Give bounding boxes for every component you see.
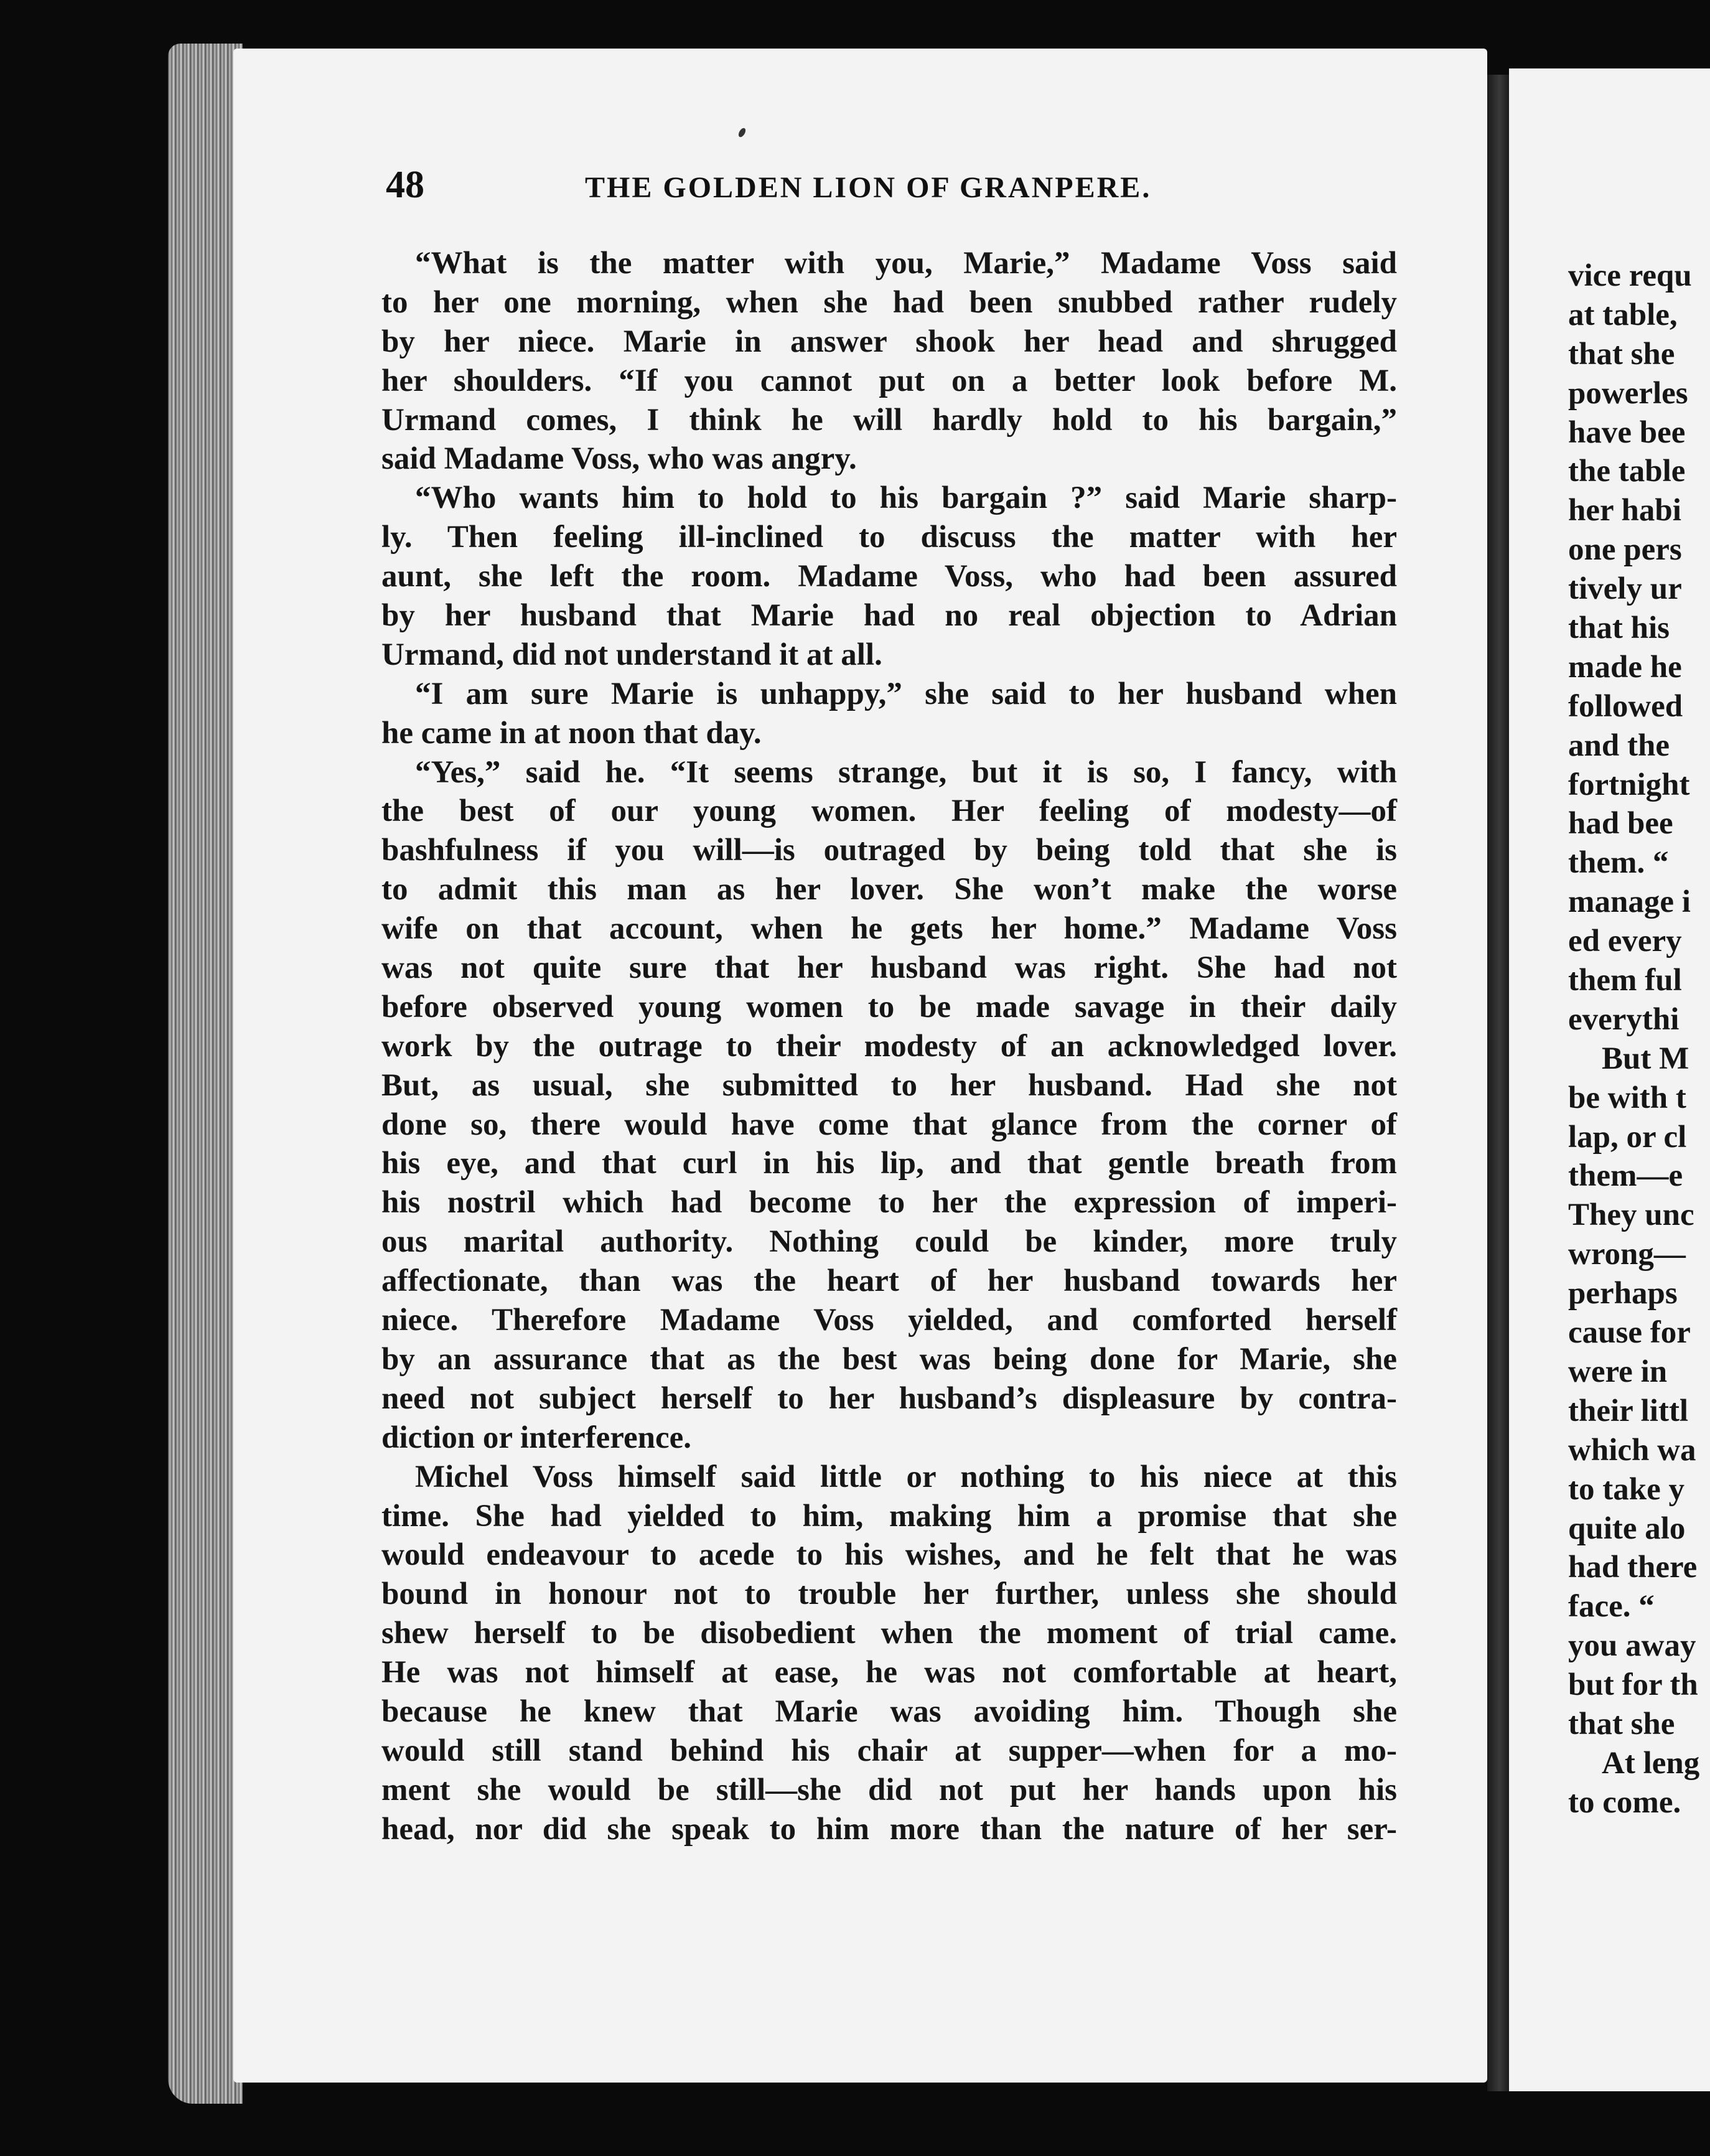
text-line: bound in honour not to trouble her further, unless she should: [381, 1577, 1397, 1612]
right-text-line: her habi: [1568, 493, 1681, 528]
right-text-line: were in: [1568, 1354, 1668, 1389]
text-line: would still stand behind his chair at supper—when for a mo-: [381, 1733, 1397, 1768]
text-line: But, as usual, she submitted to her husband. Had she not: [381, 1067, 1397, 1103]
right-text-line: everythi: [1568, 1001, 1680, 1037]
text-line: ment she would be still—she did not put her hands upon his: [381, 1772, 1397, 1807]
text-line: her shoulders. “If you cannot put on a better look before M.: [381, 363, 1397, 398]
page-number: 48: [386, 164, 424, 206]
text-line: need not subject herself to her husband’s displeasure by contra-: [381, 1380, 1397, 1416]
right-text-line: have bee: [1568, 415, 1686, 450]
right-text-line: which wa: [1568, 1432, 1696, 1468]
right-text-line: the table: [1568, 454, 1686, 489]
right-text-line: powerles: [1568, 375, 1688, 411]
right-text-line: to come.: [1568, 1784, 1681, 1820]
text-line: “Yes,” said he. “It seems strange, but it is so, I fancy, with: [415, 754, 1397, 790]
text-line: done so, there would have come that glance from the corner of: [381, 1107, 1397, 1142]
page-fore-edge: [168, 44, 243, 2104]
right-text-line: face. “: [1568, 1589, 1655, 1624]
right-text-line: But M: [1602, 1041, 1689, 1076]
right-text-line: At leng: [1602, 1745, 1700, 1781]
running-title: THE GOLDEN LION OF GRANPERE.: [585, 171, 1152, 204]
right-text-line: that his: [1568, 611, 1670, 646]
text-line: head, nor did she speak to him more than the nature of her ser-: [381, 1811, 1397, 1847]
text-line: time. She had yielded to him, making him a promise that she: [381, 1498, 1397, 1534]
right-text-line: had bee: [1568, 806, 1673, 841]
text-line: ous marital authority. Nothing could be kinder, more truly: [381, 1224, 1397, 1260]
right-text-line: perhaps: [1568, 1276, 1678, 1311]
text-line: Urmand, did not understand it at all.: [381, 637, 882, 672]
text-line: work by the outrage to their modesty of an acknowledged lover.: [381, 1028, 1397, 1064]
text-line: “Who wants him to hold to his bargain ?” said Marie sharp-: [415, 480, 1397, 516]
right-text-line: their littl: [1568, 1393, 1689, 1428]
text-line: to admit this man as her lover. She won’t make the worse: [381, 872, 1397, 907]
text-line: He was not himself at ease, he was not comfortable at heart,: [381, 1655, 1397, 1690]
text-line: aunt, she left the room. Madame Voss, who had been assured: [381, 559, 1397, 594]
right-text-line: cause for: [1568, 1315, 1691, 1351]
right-text-line: fortnight: [1568, 767, 1690, 802]
right-text-line: you away: [1568, 1628, 1696, 1664]
text-line: to her one morning, when she had been snubbed rather rudely: [381, 284, 1397, 320]
text-line: Urmand comes, I think he will hardly hold to his bargain,”: [381, 402, 1397, 438]
right-text-line: lap, or cl: [1568, 1119, 1687, 1155]
right-text-line: them. “: [1568, 845, 1669, 881]
text-line: affectionate, than was the heart of her husband towards her: [381, 1263, 1397, 1299]
text-line: by her husband that Marie had no real objection to Adrian: [381, 598, 1397, 634]
text-line: wife on that account, when he gets her home.” Madame Voss: [381, 911, 1397, 947]
text-line: niece. Therefore Madame Voss yielded, and comforted herself: [381, 1303, 1397, 1338]
text-line: his nostril which had become to her the expression of imperi-: [381, 1185, 1397, 1221]
text-line: “What is the matter with you, Marie,” Madame Voss said: [415, 246, 1397, 281]
right-text-line: that she: [1568, 1706, 1675, 1741]
right-text-line: ed every: [1568, 924, 1682, 959]
right-text-line: and the: [1568, 728, 1670, 763]
right-text-line: They unc: [1568, 1198, 1694, 1233]
right-text-line: one pers: [1568, 532, 1682, 568]
text-line: “I am sure Marie is unhappy,” she said to her husband when: [415, 676, 1397, 711]
right-text-line: be with t: [1568, 1080, 1686, 1115]
text-line: the best of our young women. Her feeling of modesty—of: [381, 794, 1397, 829]
right-text-line: had there: [1568, 1550, 1698, 1585]
text-line: because he knew that Marie was avoiding him. Though she: [381, 1694, 1397, 1729]
left-page-body-text: [381, 244, 1397, 1849]
text-line: would endeavour to acede to his wishes, and he felt that he was: [381, 1537, 1397, 1573]
right-text-line: quite alo: [1568, 1511, 1686, 1546]
right-text-line: but for th: [1568, 1667, 1698, 1703]
text-line: diction or interference.: [381, 1420, 692, 1455]
right-page: [1509, 68, 1710, 2091]
text-line: his eye, and that curl in his lip, and that gentle breath from: [381, 1146, 1397, 1181]
right-text-line: tively ur: [1568, 571, 1682, 607]
right-text-line: them ful: [1568, 963, 1682, 998]
right-text-line: to take y: [1568, 1471, 1684, 1507]
right-text-line: followed: [1568, 688, 1683, 724]
right-page-text: [1568, 256, 1699, 1822]
book-gutter: [1487, 75, 1512, 2091]
text-line: said Madame Voss, who was angry.: [381, 441, 857, 477]
text-line: ly. Then feeling ill-inclined to discuss the matter with her: [381, 520, 1397, 555]
right-text-line: manage i: [1568, 884, 1691, 920]
text-line: Michel Voss himself said little or nothing to his niece at this: [415, 1459, 1397, 1494]
right-text-line: vice requ: [1568, 258, 1692, 293]
right-text-line: at table,: [1568, 297, 1678, 332]
text-line: he came in at noon that day.: [381, 715, 762, 751]
text-line: bashfulness if you will—is outraged by being told that she is: [381, 833, 1397, 868]
right-text-line: made he: [1568, 649, 1682, 685]
right-text-line: them—e: [1568, 1158, 1683, 1194]
text-line: shew herself to be disobedient when the moment of trial came.: [381, 1616, 1397, 1651]
text-line: by an assurance that as the best was being done for Marie, she: [381, 1341, 1397, 1377]
text-line: was not quite sure that her husband was right. She had not: [381, 950, 1397, 986]
text-line: before observed young women to be made savage in their daily: [381, 989, 1397, 1024]
right-text-line: that she: [1568, 336, 1675, 372]
page-header: [386, 163, 1397, 213]
right-text-line: wrong—: [1568, 1237, 1686, 1272]
text-line: by her niece. Marie in answer shook her head and shrugged: [381, 324, 1397, 359]
